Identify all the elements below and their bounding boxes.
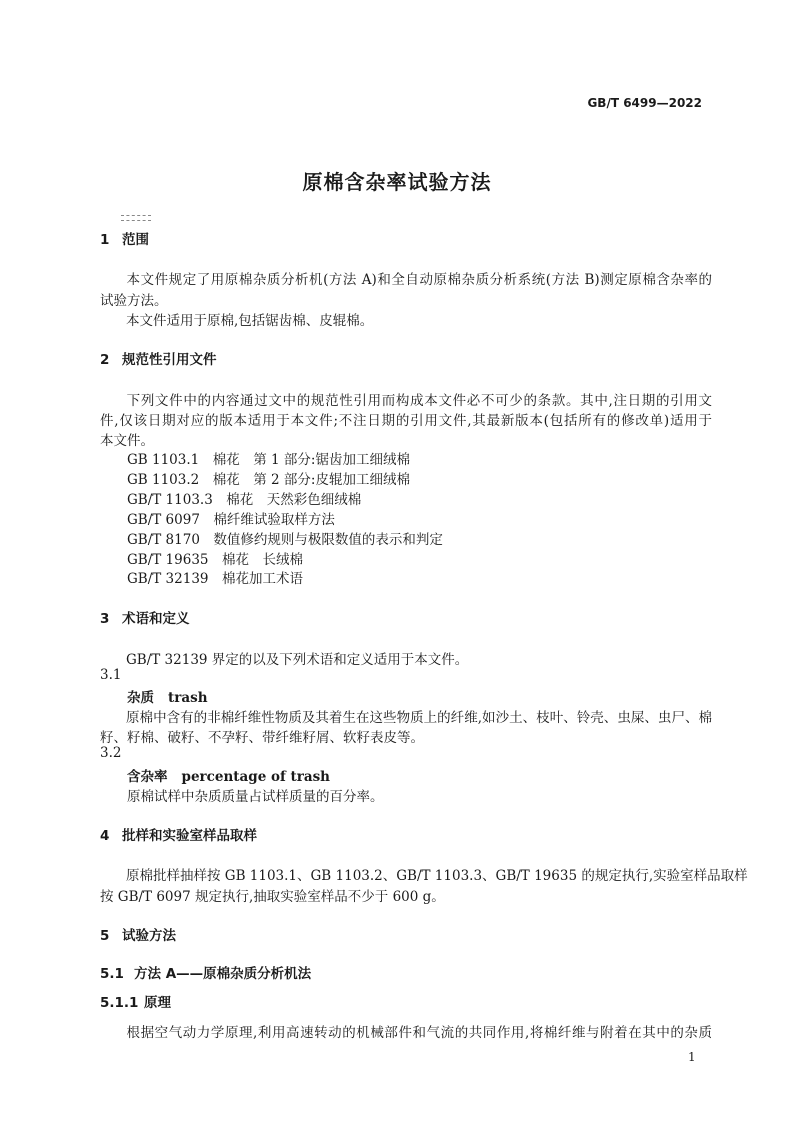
term-number: 3.1: [100, 667, 122, 683]
section-4-line-1: 原棉批样抽样按 GB 1103.1、GB 1103.2、GB/T 1103.3、GB/T 19635 的规定执行,实验室样品取样: [126, 868, 748, 884]
reference-item: GB/T 6097 棉纤维试验取样方法: [127, 512, 335, 528]
section-1-heading: 1 范围: [100, 232, 149, 248]
section-2-intro-line-1: 下列文件中的内容通过文中的规范性引用而构成本文件必不可少的条款。其中,注日期的引用文: [126, 393, 712, 409]
term-number: 3.2: [100, 745, 122, 761]
section-3-intro: GB/T 32139 界定的以及下列术语和定义适用于本文件。: [126, 652, 469, 668]
section-2-heading: 2 规范性引用文件: [100, 352, 217, 368]
standard-code: GB/T 6499—2022: [587, 96, 702, 110]
section-3-heading: 3 术语和定义: [100, 611, 190, 627]
reference-item: GB/T 1103.3 棉花 天然彩色细绒棉: [127, 492, 362, 508]
section-1-para-1-line-2: 试验方法。: [100, 293, 168, 309]
reference-item: GB/T 8170 数值修约规则与极限数值的表示和判定: [127, 532, 443, 548]
reference-item: GB/T 32139 棉花加工术语: [127, 571, 303, 587]
term-definition-line-2: 籽、籽棉、破籽、不孕籽、带纤维籽屑、软籽表皮等。: [100, 730, 424, 746]
document-title: 原棉含杂率试验方法: [302, 170, 492, 194]
term-definition: 原棉试样中杂质质量占试样质量的百分率。: [127, 789, 384, 805]
scan-artifact: [121, 215, 151, 221]
reference-item: GB 1103.1 棉花 第 1 部分:锯齿加工细绒棉: [127, 452, 410, 468]
section-5-heading: 5 试验方法: [100, 928, 176, 944]
term-name: 杂质 trash: [127, 690, 208, 706]
term-definition-line-1: 原棉中含有的非棉纤维性物质及其着生在这些物质上的纤维,如沙土、枝叶、铃壳、虫屎、虫尸、棉: [126, 710, 712, 726]
section-2-intro-line-3: 本文件。: [100, 433, 154, 449]
section-4-line-2: 按 GB/T 6097 规定执行,抽取实验室样品不少于 600 g。: [100, 889, 445, 905]
page-number: 1: [688, 1050, 696, 1064]
reference-item: GB/T 19635 棉花 长绒棉: [127, 552, 303, 568]
section-1-para-2: 本文件适用于原棉,包括锯齿棉、皮辊棉。: [126, 313, 374, 329]
section-1-para-1-line-1: 本文件规定了用原棉杂质分析机(方法 A)和全自动原棉杂质分析系统(方法 B)测定原棉含杂率的: [126, 272, 712, 288]
term-name: 含杂率 percentage of trash: [127, 769, 330, 785]
subsection-5-1-1-heading: 5.1.1 原理: [100, 995, 171, 1011]
section-2-intro-line-2: 件,仅该日期对应的版本适用于本文件;不注日期的引用文件,其最新版本(包括所有的修改单)适用于: [100, 413, 712, 429]
section-4-heading: 4 批样和实验室样品取样: [100, 828, 257, 844]
reference-item: GB 1103.2 棉花 第 2 部分:皮辊加工细绒棉: [127, 472, 410, 488]
section-5-line-1: 根据空气动力学原理,利用高速转动的机械部件和气流的共同作用,将棉纤维与附着在其中的杂质: [126, 1025, 712, 1041]
subsection-5-1-heading: 5.1 方法 A——原棉杂质分析机法: [100, 966, 312, 982]
